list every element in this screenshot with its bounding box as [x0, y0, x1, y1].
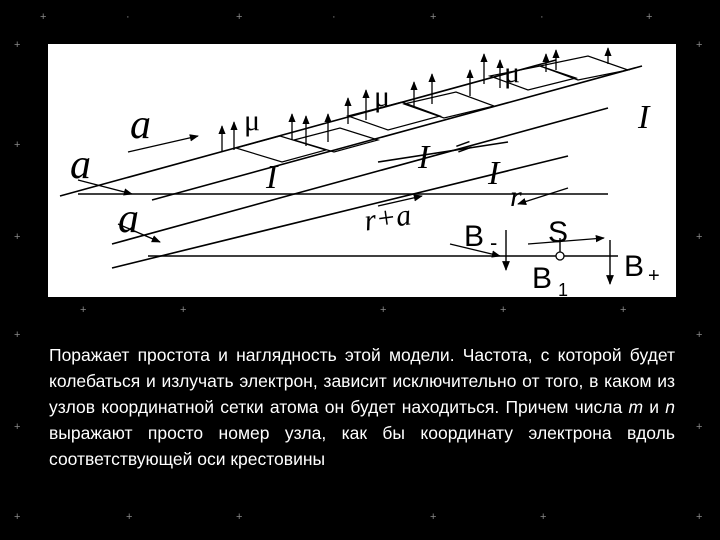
current-loop	[236, 136, 326, 162]
label-i-2: I	[418, 139, 430, 176]
label-b-minus-sign: -	[490, 230, 498, 255]
paragraph-text: выражают просто номер узла, как бы координату электрона вдоль соответствующей оси крестовины	[49, 423, 675, 469]
background-star: +	[236, 11, 243, 23]
background-star: +	[14, 231, 21, 243]
label-r-plus-a: r+a	[362, 198, 414, 238]
paragraph-text: и	[643, 397, 666, 417]
background-star: +	[236, 511, 243, 523]
figure-panel	[48, 44, 676, 297]
label-a-left: a	[70, 142, 91, 188]
label-mu-1: μ	[244, 104, 261, 137]
label-r: r	[510, 180, 522, 213]
label-b-1-index: 1	[558, 280, 569, 297]
background-star: ·	[540, 11, 544, 23]
label-i-1: I	[266, 159, 278, 196]
variable-n: n	[665, 397, 676, 417]
paragraph-text: Поражает простота и наглядность этой модели. Частота, с которой будет колебаться и излучать электрон, зависит исключительно от того, в каком из узлов координатной сетки атома он будет находиться. Причем числа	[49, 345, 675, 417]
label-mu-3: μ	[504, 56, 521, 89]
background-star: +	[14, 421, 21, 433]
background-star: +	[696, 231, 703, 243]
background-star: +	[380, 304, 387, 316]
background-star: +	[14, 511, 21, 523]
lattice-line	[112, 156, 568, 268]
current-loops	[236, 56, 628, 162]
background-star: +	[14, 39, 21, 51]
background-star: ·	[126, 11, 130, 23]
background-star: +	[500, 304, 507, 316]
background-star: +	[40, 11, 47, 23]
background-star: ·	[332, 11, 336, 23]
label-i-4: I	[638, 99, 650, 136]
background-star: +	[80, 304, 87, 316]
label-b-minus: B	[464, 220, 485, 253]
lattice-diagram	[48, 44, 676, 297]
label-s: S	[548, 216, 569, 249]
background-star: +	[696, 39, 703, 51]
background-star: +	[14, 139, 21, 151]
background-star: +	[620, 304, 627, 316]
background-star: +	[430, 11, 437, 23]
background-star: +	[180, 304, 187, 316]
background-star: +	[696, 421, 703, 433]
lattice-line	[112, 108, 608, 244]
current-loop	[540, 56, 628, 80]
current-loop	[404, 92, 494, 118]
background-star: +	[540, 511, 547, 523]
slide-paragraph	[49, 342, 675, 472]
dimension-arrow	[518, 188, 568, 204]
background-star: +	[696, 329, 703, 341]
current-loop	[490, 66, 576, 90]
label-b-1: B	[532, 262, 553, 295]
background-star: +	[646, 11, 653, 23]
variable-m: m	[628, 397, 644, 417]
background-star: +	[430, 511, 437, 523]
label-b-plus: B	[624, 250, 645, 283]
label-a-top: a	[130, 102, 151, 148]
background-star: +	[126, 511, 133, 523]
label-i-3: I	[488, 155, 500, 192]
lattice-line	[152, 66, 642, 200]
background-star: +	[696, 511, 703, 523]
background-star: +	[14, 329, 21, 341]
dimension-arrows	[78, 136, 604, 256]
label-b-plus-sign: +	[648, 265, 660, 287]
label-mu-2: μ	[374, 80, 391, 113]
label-a-bottom: a	[118, 196, 139, 242]
point-s-marker	[556, 252, 564, 260]
label-equals: =	[450, 128, 478, 166]
